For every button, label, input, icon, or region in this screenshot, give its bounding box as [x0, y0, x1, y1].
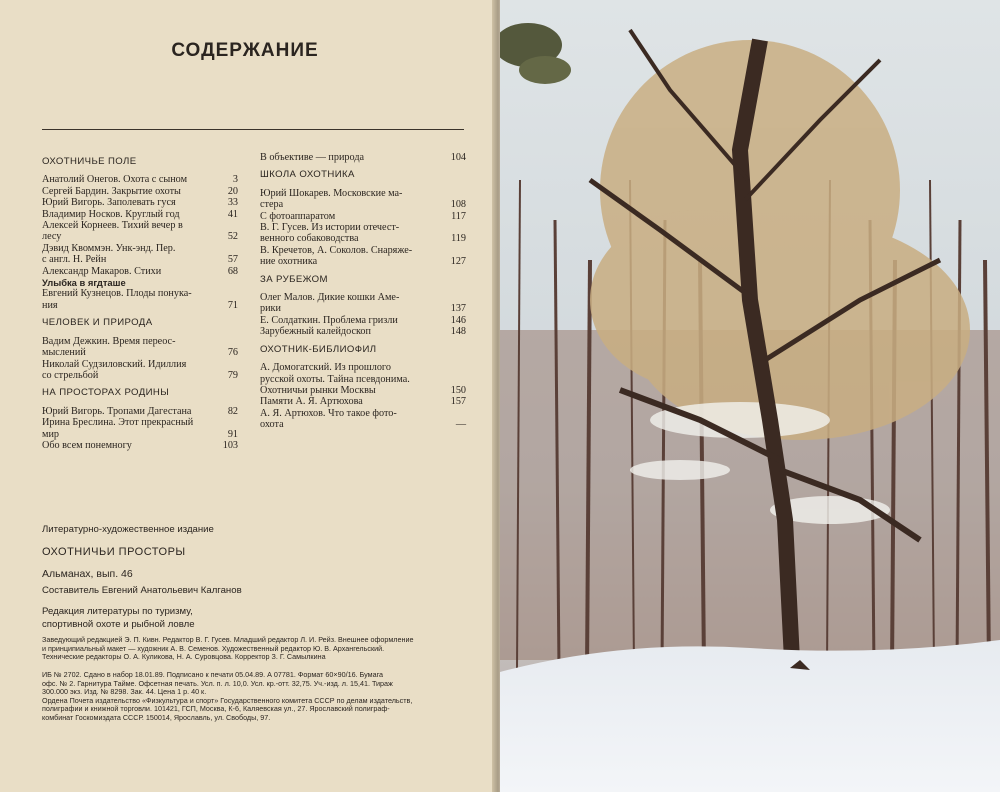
toc-entry-line: Е. Солдаткин. Проблема гризли [260, 314, 398, 326]
imprint-line: Ордена Почета издательство «Физкультура и спорт» Государственного комитета СССР по делам издательств, [42, 695, 413, 705]
compiler-line: Составитель Евгений Анатольевич Калганов [42, 585, 242, 596]
toc-entry-title [260, 152, 442, 163]
toc-entry-line: венного собаководства [260, 233, 359, 245]
toc-page-number: 104 [450, 152, 466, 163]
toc-entry-line: Александр Макаров. Стихи [42, 265, 162, 277]
toc-entry [42, 197, 238, 208]
toc-page-number: 157 [450, 396, 466, 408]
toc-entry-title [260, 362, 442, 385]
toc-entry-title [260, 385, 442, 396]
section-heading: ЗА РУБЕЖОМ [260, 273, 328, 285]
toc-entry-title [42, 243, 214, 266]
toc-entry-line: Владимир Носков. Круглый год [42, 208, 180, 220]
toc-entry-title [42, 406, 214, 417]
toc-entry-title [42, 174, 214, 185]
toc-entry-line: стера [260, 199, 284, 211]
toc-entry-line: А. Я. Артюхов. Что такое фото- [260, 407, 397, 419]
toc-entry [260, 245, 466, 268]
toc-entry-title [260, 222, 442, 245]
toc-entry [42, 174, 238, 185]
toc-entry-line: Юрий Шокарев. Московские ма- [260, 187, 403, 199]
toc-entry-title [260, 408, 442, 431]
toc-entry-line: В объективе — природа [260, 152, 365, 163]
toc-page-number: 117 [451, 210, 466, 222]
toc-entry-line: В. Г. Гусев. Из истории отечест- [260, 222, 400, 234]
toc-entry [42, 220, 238, 243]
toc-entry [260, 326, 466, 337]
toc-page-number: 20 [227, 185, 238, 197]
toc-entry [42, 266, 238, 277]
toc-entry-line: Олег Малов. Дикие кошки Аме- [260, 292, 400, 304]
section-heading: НА ПРОСТОРАХ РОДИНЫ [42, 387, 170, 399]
page-title: СОДЕРЖАНИЕ [171, 40, 319, 61]
toc-page-number: 33 [227, 197, 238, 209]
section-heading: ЧЕЛОВЕК И ПРИРОДА [42, 317, 153, 329]
staff-credits [42, 636, 472, 662]
toc-entry-title [42, 277, 214, 288]
toc-entry-title [42, 440, 214, 451]
toc-page-number: 57 [227, 254, 238, 266]
toc-entry-title [260, 292, 442, 315]
toc-page-number: 103 [222, 439, 238, 451]
section-heading: ШКОЛА ОХОТНИКА [260, 169, 355, 181]
toc-entry [260, 222, 466, 245]
editorial-line-2: спортивной охоте и рыбной ловле [42, 619, 195, 630]
toc-page-number: 76 [227, 347, 238, 359]
toc-entry-line: С фотоаппаратом [260, 210, 336, 222]
toc-entry [42, 440, 238, 451]
toc-entry [42, 417, 238, 440]
toc-entry-title [42, 186, 214, 197]
section-heading: ОХОТНИК-БИБЛИОФИЛ [260, 343, 377, 355]
toc-entry [42, 277, 238, 288]
section-heading: ОХОТНИЧЬЕ ПОЛЕ [42, 156, 137, 167]
toc-entry [260, 385, 466, 396]
toc-page-number: 52 [227, 231, 238, 243]
toc-entry-line: Дэвид Квоммэн. Унк-энд. Пер. [42, 242, 176, 254]
book-title: ОХОТНИЧЬИ ПРОСТОРЫ [42, 546, 186, 558]
toc-entry-line: Памяти А. Я. Артюхова [260, 396, 363, 408]
toc-entry-title [42, 359, 214, 382]
issue-line: Альманах, вып. 46 [42, 568, 133, 580]
toc-entry-line: Обо всем понемногу [42, 439, 132, 451]
toc-page-number: 137 [450, 303, 466, 315]
toc-entry-line: Анатолий Онегов. Охота с сыном [42, 174, 188, 186]
toc-entry-line: Юрий Вигорь. Тропами Дагестана [42, 405, 192, 417]
toc-page-number: 148 [450, 326, 466, 338]
toc-entry-title [42, 220, 214, 243]
toc-entry-title [42, 417, 214, 440]
toc-entry-line: Евгений Кузнецов. Плоды понука- [42, 288, 192, 300]
imprint-line: Заведующий редакцией Э. П. Кивн. Редактор В. Г. Гусев. Младший редактор Л. И. Рейз. Внешнее оформление [42, 635, 414, 644]
toc-entry-line: охота [260, 419, 284, 431]
toc-entry [260, 362, 466, 385]
toc-entry [260, 315, 466, 326]
toc-entry-line: Алексей Корнеев. Тихий вечер в [42, 220, 183, 232]
print-details [42, 671, 472, 723]
toc-entry-line: Охотничьи рынки Москвы [260, 384, 376, 396]
toc-entry-title [260, 326, 442, 337]
title-rule [42, 129, 464, 130]
imprint-line: ИБ № 2702. Сдано в набор 18.01.89. Подписано к печати 05.04.89. А 07781. Формат 60×90/16. Бумага [42, 670, 384, 679]
imprint-line: и принципиальный макет — художник А. В. Семенов. Художественный редактор Ю. В. Архангельский. [42, 643, 385, 653]
toc-entry [42, 288, 238, 311]
editorial-line-1: Редакция литературы по туризму, [42, 606, 193, 617]
toc-entry-line: с англ. Н. Рейн [42, 254, 107, 266]
toc-page-number: 82 [227, 405, 238, 417]
toc-entry-title [260, 245, 442, 268]
toc-entry-line: со стрельбой [42, 369, 99, 381]
toc-page-number: — [455, 419, 466, 431]
toc-page-number: 91 [227, 428, 238, 440]
photo-page [500, 0, 1000, 792]
toc-entry-line: Юрий Вигорь. Заполевать гуся [42, 197, 176, 209]
imprint-line: офс. № 2. Гарнитура Тайме. Офсетная печать. Усл. п. л. 10,0. Усл. кр.-отт. 32,75. Уч.-изд. л. 15,41. Тираж [42, 678, 393, 688]
toc-entry-title [260, 211, 442, 222]
toc-entry-line: ния [42, 299, 58, 311]
edition-type: Литературно-художественное издание [42, 524, 214, 535]
toc-entry-line: рики [260, 303, 281, 315]
toc-entry [42, 406, 238, 417]
toc-entry-title [42, 288, 214, 311]
toc-entry [42, 336, 238, 359]
toc-entry-line: мир [42, 428, 59, 440]
toc-entry-title [42, 209, 214, 220]
toc-entry [260, 292, 466, 315]
toc-page-number: 41 [227, 208, 238, 220]
toc-entry [42, 186, 238, 197]
toc-entry-title [260, 188, 442, 211]
toc-entry-line: Николай Судзиловский. Идиллия [42, 358, 187, 370]
toc-page-number: 127 [450, 256, 466, 268]
toc-entry-line: Зарубежный калейдоскоп [260, 326, 371, 338]
toc-entry-title [260, 396, 442, 407]
snow-ground [500, 640, 1000, 792]
toc-page-number: 79 [227, 369, 238, 381]
toc-entry-title [42, 266, 214, 277]
toc-page-number: 119 [451, 233, 466, 245]
toc-page-number: 146 [450, 314, 466, 326]
toc-page-number: 3 [232, 174, 238, 186]
toc-entry [42, 359, 238, 382]
toc-entry-line: Сергей Бардин. Закрытие охоты [42, 185, 181, 197]
toc-entry [260, 152, 466, 163]
toc-page-number: 71 [227, 299, 238, 311]
contents-page [0, 0, 497, 792]
toc-entry [42, 209, 238, 220]
toc-entry [42, 243, 238, 266]
toc-page-number: 150 [450, 384, 466, 396]
toc-entry [260, 396, 466, 407]
imprint-line: полиграфии и книжной торговли. 101421, ГСП, Москва, К-6, Каляевская ул., 27. Ярославский полиграф- [42, 704, 390, 714]
toc-entry-line: мыслений [42, 347, 86, 359]
toc-entry-line: В. Кречетов, А. Соколов. Снаряже- [260, 244, 413, 256]
imprint-line: Технические редакторы О. А. Куликова, Н. А. Суровцова. Корректор З. Г. Самылкина [42, 652, 326, 662]
toc-entry-line: Ирина Бреслина. Этот прекрасный [42, 417, 194, 429]
imprint-line: 300.000 экз. Изд. № 8298. Зак. 44. Цена 1 р. 40 к. [42, 687, 207, 697]
imprint-line: комбинат Госкомиздата СССР. 150014, Ярославль, ул. Свободы, 97. [42, 712, 271, 722]
toc-entry-line: А. Домогатский. Из прошлого [260, 362, 391, 374]
toc-entry-title [42, 336, 214, 359]
toc-page-number: 108 [450, 199, 466, 211]
toc-entry [260, 188, 466, 211]
toc-entry [260, 408, 466, 431]
toc-entry-line: лесу [42, 231, 62, 243]
toc-column-right [260, 152, 466, 431]
toc-entry-line: Улыбка в ягдташе [42, 277, 126, 289]
toc-column-left [42, 152, 238, 451]
toc-page-number: 68 [227, 265, 238, 277]
toc-entry-line: русской охоты. Тайна псевдонима. [260, 373, 410, 385]
toc-entry-line: ние охотника [260, 256, 318, 268]
toc-entry [260, 211, 466, 222]
toc-entry-title [42, 197, 214, 208]
toc-entry-line: Вадим Дежкин. Время переос- [42, 335, 176, 347]
toc-entry-title [260, 315, 442, 326]
winter-forest-photo [500, 0, 1000, 792]
